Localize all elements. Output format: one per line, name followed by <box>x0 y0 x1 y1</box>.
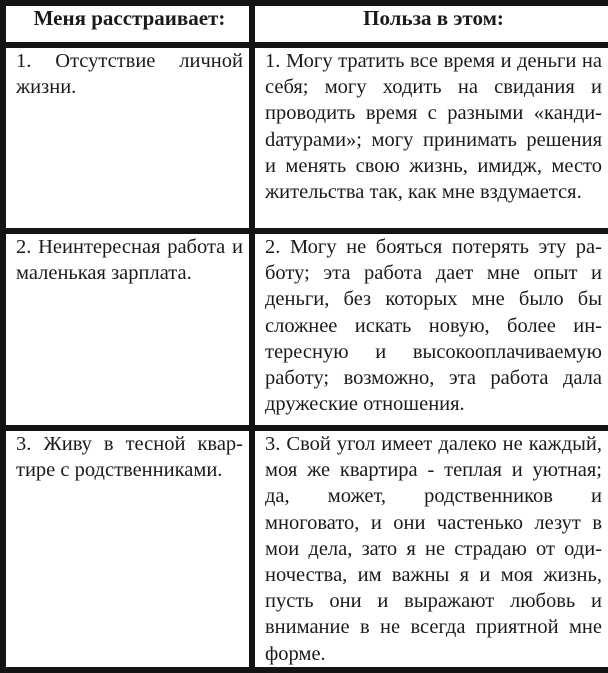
problem-cell <box>3 231 252 428</box>
header-benefit: Польза в этом: <box>252 3 608 45</box>
benefit-text: 3. Свой угол имеет далеко не каждый, моя же квартира - теплая и уютная; да, может, родственников и многовато, и они частенько лезут в мои дела, зато я не страдаю от одиночества, им важны я и моя жизнь, пусть они и выражают любовь и внимание в не всегда приятной мне форме. <box>265 433 602 665</box>
table-row <box>3 45 608 231</box>
table-row <box>3 428 608 670</box>
benefit-cell <box>252 231 608 428</box>
problem-text: 3. Живу в тесной квартире с родственниками. <box>16 433 243 482</box>
header-row <box>3 3 608 45</box>
benefit-text: 1. Могу тратить все время и деньги на себя; могу ходить на свидания и проводить время с разными «кандиdатурами»; могу принимать решения и менять свою жизнь, имидж, место жительства так, как мне вздумается. <box>265 50 602 204</box>
table-row <box>3 231 608 428</box>
benefit-cell <box>252 428 608 670</box>
problem-text: 1. Отсутствие личной жизни. <box>16 50 243 99</box>
header-upsets: Меня расстраивает: <box>3 3 252 45</box>
problem-cell <box>3 45 252 231</box>
problem-text: 2. Неинтересная работа и маленькая зарплата. <box>16 236 243 285</box>
problem-cell <box>3 428 252 670</box>
benefit-cell <box>252 45 608 231</box>
benefit-text: 2. Могу не бояться потерять эту работу; эта работа дает мне опыт и деньги, без которых мне было бы сложнее искать новую, более интересную и высокооплачиваемую работу; возможно, эта работа дала дружеские отношения. <box>265 236 602 416</box>
